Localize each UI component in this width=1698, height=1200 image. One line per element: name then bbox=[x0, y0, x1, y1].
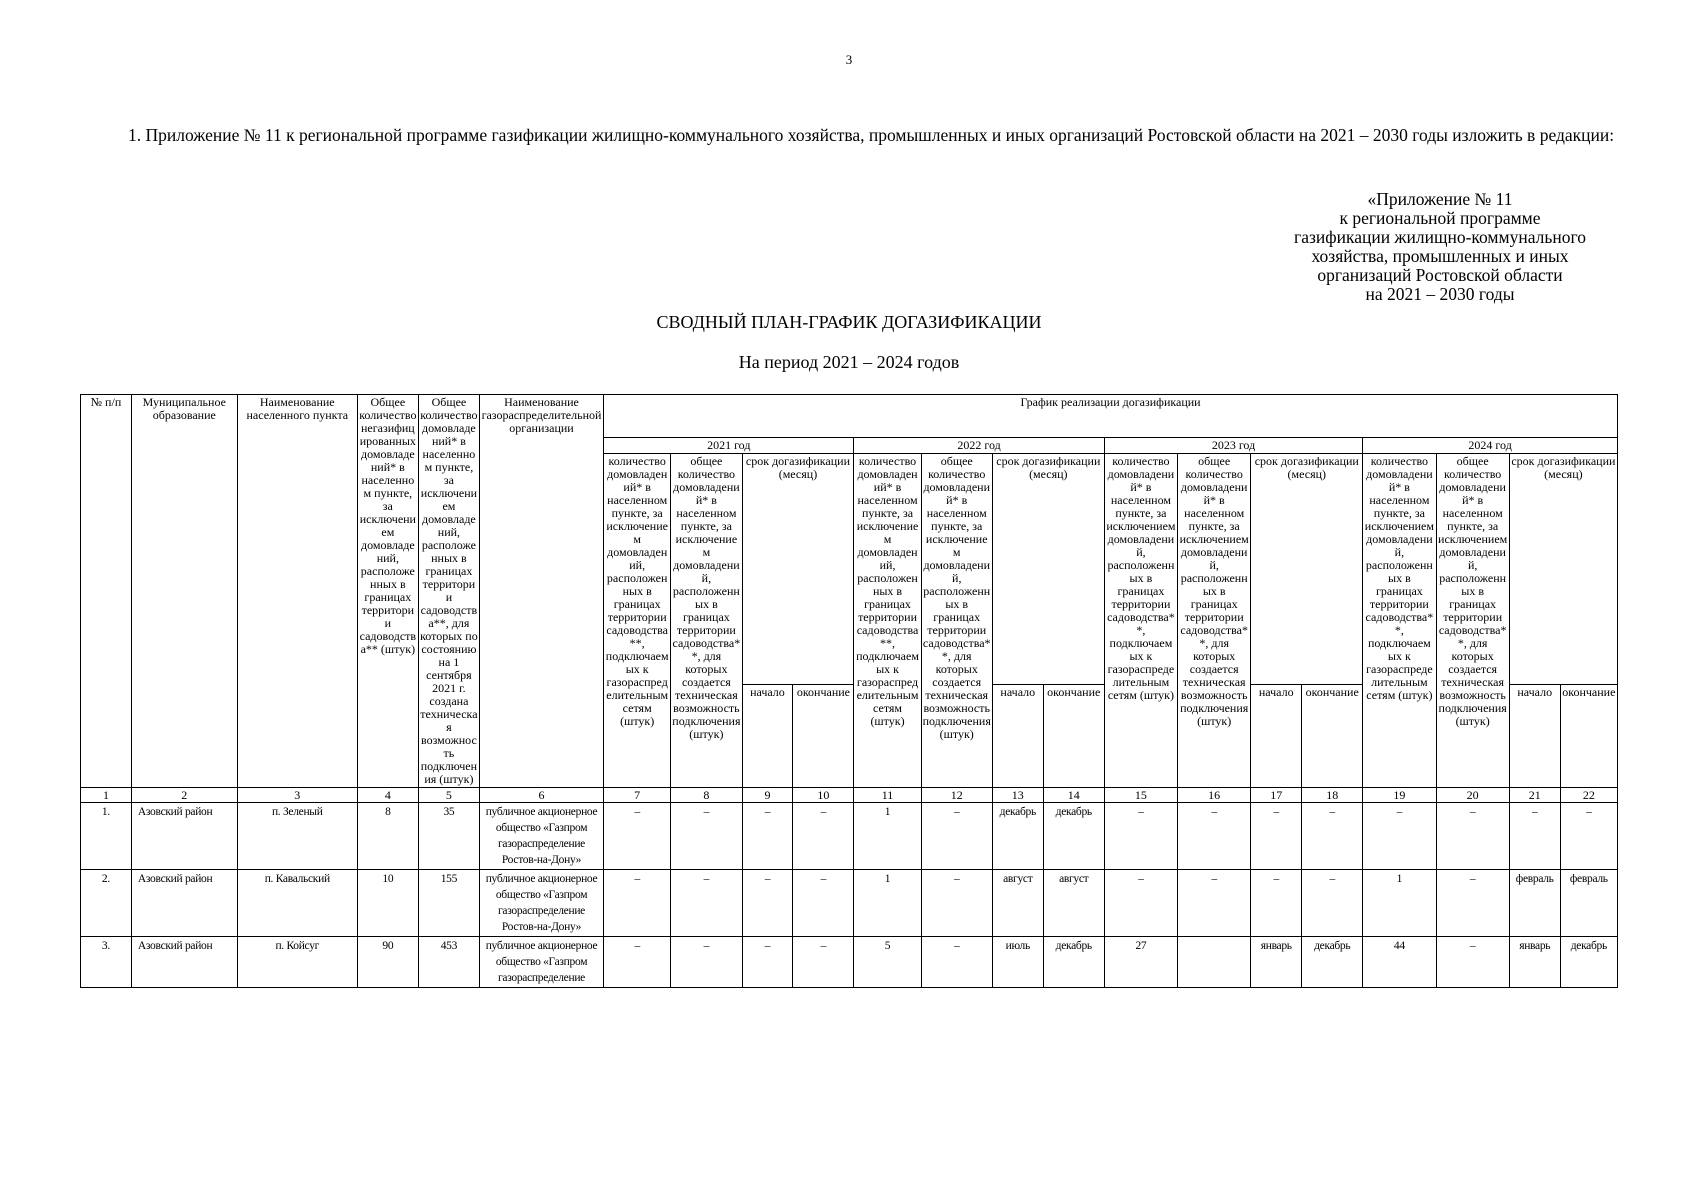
header-total-households: Общее количество домовладений* в населенном пункте, за исключением домовладений, расположенных в границах территории садоводства**, для которых по состоянию на 1 сентября 2021 г. создана техническая возможность подключения (штук) bbox=[420, 395, 478, 786]
column-number-cell: 21 bbox=[1509, 788, 1560, 803]
header-end: окончание bbox=[1560, 685, 1617, 788]
table-cell: п. Койсуг bbox=[237, 937, 357, 988]
table-cell: – bbox=[921, 870, 992, 937]
table-cell: 44 bbox=[1363, 937, 1436, 988]
table-cell: – bbox=[793, 803, 854, 870]
table-cell: – bbox=[742, 803, 793, 870]
header-count-connected: количество домовладений* в населенном пункте, за исключением домовладений, расположенных в границах территории садоводства**, подключаемых к газораспределительным сетям (штук) bbox=[1104, 454, 1177, 788]
header-year-2022: 2022 год bbox=[854, 438, 1104, 454]
header-year-2024: 2024 год bbox=[1363, 438, 1618, 454]
table-cell: – bbox=[671, 803, 742, 870]
header-year-2021: 2021 год bbox=[604, 438, 854, 454]
column-number-cell: 3 bbox=[237, 788, 357, 803]
header-end: окончание bbox=[1302, 685, 1363, 788]
table-cell: 1. bbox=[81, 803, 132, 870]
table-cell: – bbox=[1302, 803, 1363, 870]
table-cell: январь bbox=[1251, 937, 1302, 988]
table-cell: август bbox=[992, 870, 1043, 937]
header-term: срок догазификации (месяц) bbox=[992, 454, 1104, 685]
table-cell: – bbox=[604, 803, 671, 870]
table-cell: – bbox=[1509, 803, 1560, 870]
header-start: начало bbox=[1509, 685, 1560, 788]
table-cell: – bbox=[1178, 870, 1251, 937]
table-cell: 3. bbox=[81, 937, 132, 988]
table-cell: 1 bbox=[854, 870, 921, 937]
appendix-line: газификации жилищно-коммунального bbox=[1294, 227, 1586, 247]
header-start: начало bbox=[992, 685, 1043, 788]
header-municipality: Муниципальное образование bbox=[131, 395, 237, 788]
document-title: СВОДНЫЙ ПЛАН-ГРАФИК ДОГАЗИФИКАЦИИ bbox=[656, 312, 1042, 332]
table-cell: – bbox=[921, 803, 992, 870]
header-settlement: Наименование населенного пункта bbox=[237, 395, 357, 788]
table-cell: 1 bbox=[1363, 870, 1436, 937]
column-number-cell: 1 bbox=[81, 788, 132, 803]
table-cell: публичное акционерное общество «Газпром газораспределение bbox=[479, 937, 603, 988]
column-number-cell: 5 bbox=[418, 788, 479, 803]
page-number: 3 bbox=[845, 52, 853, 67]
table-cell: – bbox=[793, 937, 854, 988]
column-number-cell: 7 bbox=[604, 788, 671, 803]
header-row-1 bbox=[81, 395, 1618, 438]
intro-paragraph: 1. Приложение № 11 к региональной программе газификации жилищно-коммунального хозяйства, промышленных и иных организаций Ростовской области на 2021 – 2030 годы изложить в редакции: bbox=[128, 125, 1615, 145]
table-cell: 155 bbox=[418, 870, 479, 937]
header-num: № п/п bbox=[81, 395, 132, 788]
table-cell: декабрь bbox=[1043, 937, 1104, 988]
header-end: окончание bbox=[793, 685, 854, 788]
table-row bbox=[81, 937, 1618, 988]
table-cell: – bbox=[604, 870, 671, 937]
document-period: На период 2021 – 2024 годов bbox=[738, 352, 960, 372]
table-row bbox=[81, 803, 1618, 870]
table-cell: – bbox=[742, 937, 793, 988]
table-cell: публичное акционерное общество «Газпром газораспределение Ростов-на-Дону» bbox=[479, 803, 603, 870]
header-year-2023: 2023 год bbox=[1104, 438, 1362, 454]
column-number-cell: 10 bbox=[793, 788, 854, 803]
table-cell: – bbox=[1104, 803, 1177, 870]
table-cell: 1 bbox=[854, 803, 921, 870]
column-number-cell: 15 bbox=[1104, 788, 1177, 803]
header-term: срок догазификации (месяц) bbox=[1251, 454, 1363, 685]
table-cell: – bbox=[921, 937, 992, 988]
column-number-row bbox=[81, 788, 1618, 803]
plan-table bbox=[80, 394, 1618, 988]
header-count-capability: общее количество домовладений* в населенном пункте, за исключением домовладений, расположенных в границах территории садоводства**, для которых создается техническая возможность подключения (штук) bbox=[921, 454, 992, 788]
column-number-cell: 9 bbox=[742, 788, 793, 803]
appendix-line: к региональной программе bbox=[1339, 208, 1541, 228]
header-gas-org: Наименование газораспределительной организации bbox=[479, 395, 603, 788]
column-number-cell: 6 bbox=[479, 788, 603, 803]
table-cell: 8 bbox=[357, 803, 418, 870]
column-number-cell: 17 bbox=[1251, 788, 1302, 803]
table-cell: 90 bbox=[357, 937, 418, 988]
column-number-cell: 16 bbox=[1178, 788, 1251, 803]
table-cell bbox=[1178, 937, 1251, 988]
header-count-connected: количество домовладений* в населенном пункте, за исключением домовладений, расположенных в границах территории садоводства**, подключаемых к газораспределительным сетям (штук) bbox=[854, 454, 921, 788]
table-cell: – bbox=[1436, 937, 1509, 988]
header-total-ungasified: Общее количество негазифицированных домовладений* в населенном пункте, за исключением домовладений, расположенных в границах территории садоводства** (штук) bbox=[357, 395, 418, 788]
header-term: срок догазификации (месяц) bbox=[1509, 454, 1617, 685]
table-cell: – bbox=[671, 870, 742, 937]
table-cell: август bbox=[1043, 870, 1104, 937]
table-cell: 35 bbox=[418, 803, 479, 870]
table-cell: Азовский район bbox=[131, 937, 237, 988]
table-cell: публичное акционерное общество «Газпром газораспределение Ростов-на-Дону» bbox=[479, 870, 603, 937]
appendix-line: на 2021 – 2030 годы bbox=[1365, 284, 1515, 304]
table-cell: – bbox=[671, 937, 742, 988]
table-cell: Азовский район bbox=[131, 803, 237, 870]
table-cell: – bbox=[1251, 803, 1302, 870]
table-cell: – bbox=[742, 870, 793, 937]
column-number-cell: 11 bbox=[854, 788, 921, 803]
column-number-cell: 14 bbox=[1043, 788, 1104, 803]
column-number-cell: 19 bbox=[1363, 788, 1436, 803]
header-count-connected: количество домовладений* в населенном пункте, за исключением домовладений, расположенных в границах территории садоводства**, подключаемых к газораспределительным сетям (штук) bbox=[604, 454, 671, 788]
table-cell: 10 bbox=[357, 870, 418, 937]
table-cell: – bbox=[1178, 803, 1251, 870]
column-number-cell: 2 bbox=[131, 788, 237, 803]
header-start: начало bbox=[1251, 685, 1302, 788]
table-row bbox=[81, 870, 1618, 937]
header-start: начало bbox=[742, 685, 793, 788]
header-count-capability: общее количество домовладений* в населенном пункте, за исключением домовладений, расположенных в границах территории садоводства**, для которых создается техническая возможность подключения (штук) bbox=[1436, 454, 1509, 788]
column-number-cell: 18 bbox=[1302, 788, 1363, 803]
column-number-cell: 20 bbox=[1436, 788, 1509, 803]
table-cell: п. Зеленый bbox=[237, 803, 357, 870]
table-cell: – bbox=[1436, 870, 1509, 937]
table-cell: декабрь bbox=[1043, 803, 1104, 870]
column-number-cell: 13 bbox=[992, 788, 1043, 803]
table-cell: июль bbox=[992, 937, 1043, 988]
table-body bbox=[81, 803, 1618, 988]
table-cell: 2. bbox=[81, 870, 132, 937]
table-cell: – bbox=[793, 870, 854, 937]
table-cell: 5 bbox=[854, 937, 921, 988]
column-number-cell: 22 bbox=[1560, 788, 1617, 803]
header-end: окончание bbox=[1043, 685, 1104, 788]
header-term: срок догазификации (месяц) bbox=[742, 454, 854, 685]
table-cell: февраль bbox=[1509, 870, 1560, 937]
table-cell: Азовский район bbox=[131, 870, 237, 937]
header-count-capability: общее количество домовладений* в населенном пункте, за исключением домовладений, расположенных в границах территории садоводства**, для которых создается техническая возможность подключения (штук) bbox=[671, 454, 742, 788]
table-cell: – bbox=[1436, 803, 1509, 870]
table-cell: п. Кавальский bbox=[237, 870, 357, 937]
table-cell: – bbox=[1302, 870, 1363, 937]
table-cell: декабрь bbox=[1560, 937, 1617, 988]
table-cell: – bbox=[1104, 870, 1177, 937]
column-number-cell: 4 bbox=[357, 788, 418, 803]
table-cell: 27 bbox=[1104, 937, 1177, 988]
table-cell: – bbox=[1251, 870, 1302, 937]
table-cell: январь bbox=[1509, 937, 1560, 988]
table-cell: 453 bbox=[418, 937, 479, 988]
table-cell: – bbox=[1363, 803, 1436, 870]
table-cell: – bbox=[604, 937, 671, 988]
table-cell: февраль bbox=[1560, 870, 1617, 937]
header-count-capability: общее количество домовладений* в населенном пункте, за исключением домовладений, расположенных в границах территории садоводства**, для которых создается техническая возможность подключения (штук) bbox=[1178, 454, 1251, 788]
column-number-cell: 8 bbox=[671, 788, 742, 803]
appendix-header bbox=[1260, 190, 1620, 304]
appendix-line: хозяйства, промышленных и иных bbox=[1311, 246, 1569, 266]
header-schedule: График реализации догазификации bbox=[604, 395, 1618, 438]
header-count-connected: количество домовладений* в населенном пункте, за исключением домовладений, расположенных в границах территории садоводства**, подключаемых к газораспределительным сетям (штук) bbox=[1363, 454, 1436, 788]
table-cell: декабрь bbox=[992, 803, 1043, 870]
appendix-line: «Приложение № 11 bbox=[1367, 189, 1513, 209]
table-cell: – bbox=[1560, 803, 1617, 870]
appendix-line: организаций Ростовской области bbox=[1317, 265, 1563, 285]
column-number-cell: 12 bbox=[921, 788, 992, 803]
table-cell: декабрь bbox=[1302, 937, 1363, 988]
